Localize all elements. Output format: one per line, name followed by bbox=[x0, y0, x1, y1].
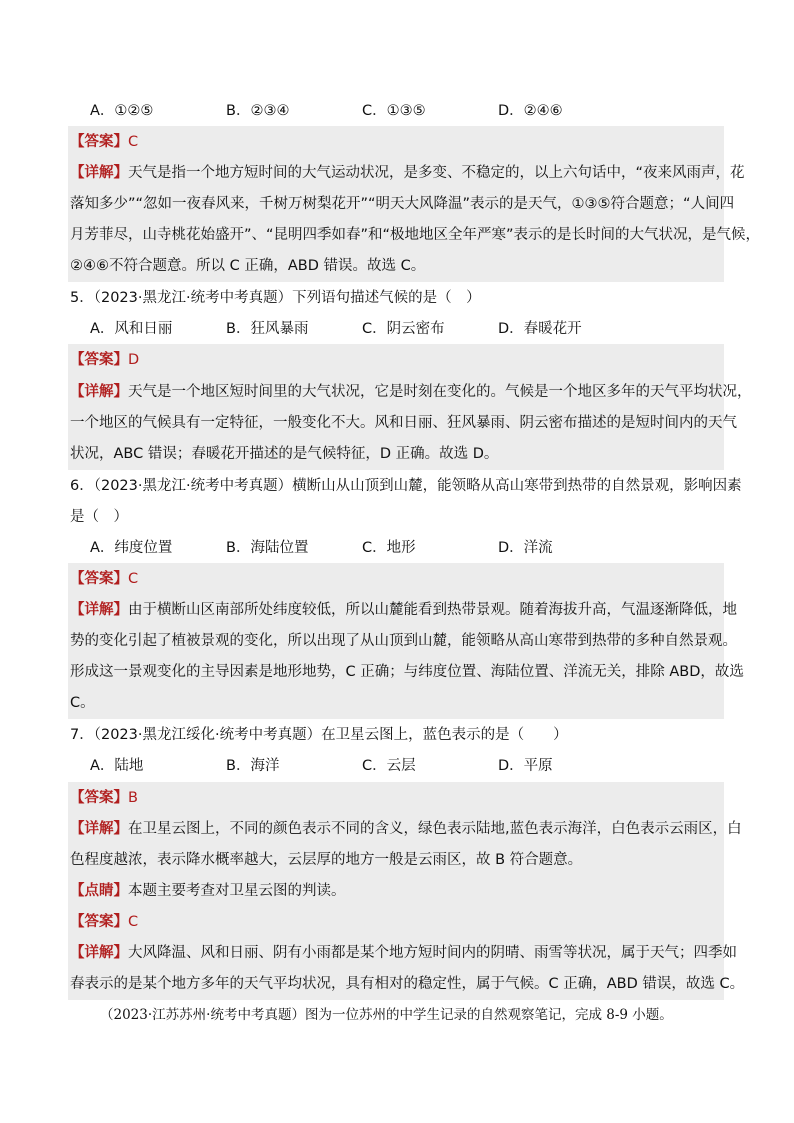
q5-option-a: A．风和日丽 bbox=[90, 321, 173, 337]
q5-option-c: C．阴云密布 bbox=[362, 321, 445, 337]
q5-options bbox=[90, 319, 582, 339]
q7-option-c: C．云层 bbox=[362, 758, 416, 774]
q6-options bbox=[90, 538, 553, 558]
q6-option-a: A．纬度位置 bbox=[90, 540, 173, 556]
q7-option-d: D．平原 bbox=[498, 758, 553, 774]
q6-option-d: D．洋流 bbox=[498, 540, 553, 556]
q4-detail-line-4: ②④⑥不符合题意。所以 C 正确，ABD 错误。故选 C。 bbox=[70, 258, 426, 274]
q6-stem-line-2: 是（ ） bbox=[70, 509, 128, 525]
q7-options bbox=[90, 756, 553, 776]
q7-option-a: A．陆地 bbox=[90, 758, 144, 774]
q4-option-a: A．①②⑤ bbox=[90, 103, 154, 119]
q6-stem-line-1: 6．（2023·黑龙江·统考中考真题）横断山从山顶到山麓，能领略从高山寒带到热带的自然景观，影响因素 bbox=[70, 478, 742, 494]
q5-stem: 5．（2023·黑龙江·统考中考真题）下列语句描述气候的是（ ） bbox=[70, 290, 481, 306]
extra-detail-line-2: 春表示的是某个地方多年的天气平均状况，具有相对的稳定性，属于气候。C 正确，ABD 错误，故选 C。 bbox=[70, 976, 745, 992]
q5-answer: 【答案】D bbox=[70, 352, 140, 368]
q6-detail-line-1: 【详解】由于横断山区南部所处纬度较低，所以山麓能看到热带景观。随着海拔升高，气温逐渐降低，地 bbox=[70, 602, 737, 618]
q6-detail-line-2: 势的变化引起了植被景观的变化，所以出现了从山顶到山麓，能领略从高山寒带到热带的多种自然景观。 bbox=[70, 633, 737, 649]
q7-answer: 【答案】B bbox=[70, 790, 138, 806]
extra-answer: 【答案】C bbox=[70, 914, 139, 930]
q6-option-b: B．海陆位置 bbox=[226, 540, 309, 556]
q4-option-c: C．①③⑤ bbox=[362, 103, 426, 119]
q7-stem: 7．（2023·黑龙江绥化·统考中考真题）在卫星云图上，蓝色表示的是（ ） bbox=[70, 727, 568, 743]
q7-detail-line-1: 【详解】在卫星云图上，不同的颜色表示不同的含义，绿色表示陆地,蓝色表示海洋，白色表示云雨区，白 bbox=[70, 821, 742, 837]
extra-detail-line-1: 【详解】大风降温、风和日丽、阴有小雨都是某个地方短时间内的阴晴、雨雪等状况，属于天气；四季如 bbox=[70, 945, 737, 961]
q7-detail-line-2: 色程度越浓，表示降水概率越大，云层厚的地方一般是云雨区，故 B 符合题意。 bbox=[70, 852, 583, 868]
q5-detail-line-1: 【详解】天气是一个地区短时间里的大气状况，它是时刻在变化的。气候是一个地区多年的天气平均状况， bbox=[70, 384, 752, 400]
q6-option-c: C．地形 bbox=[362, 540, 416, 556]
q4-answer: 【答案】C bbox=[70, 134, 139, 150]
q4-options bbox=[90, 101, 563, 121]
q4-detail-line-2: 落知多少”“忽如一夜春风来，千树万树梨花开”“明天大风降温”表示的是天气，①③⑤符合题意；“人间四 bbox=[70, 196, 735, 212]
q4-detail-line-3: 月芳菲尽，山寺桃花始盛开”、“昆明四季如春”和“极地地区全年严寒”表示的是长时间的大气状况，是气候， bbox=[70, 227, 761, 243]
next-section-intro: （2023·江苏苏州·统考中考真题）图为一位苏州的中学生记录的自然观察笔记，完成 8-9 小题。 bbox=[100, 1007, 673, 1023]
q5-detail-line-2: 一个地区的气候具有一定特征，一般变化不大。风和日丽、狂风暴雨、阴云密布描述的是短时间内的天气 bbox=[70, 415, 737, 431]
q4-detail-line-1: 【详解】天气是指一个地方短时间的大气运动状况，是多变、不稳定的，以上六句话中，“夜来风雨声，花 bbox=[70, 165, 745, 181]
q5-option-d: D．春暖花开 bbox=[498, 321, 582, 337]
q6-detail-line-4: C。 bbox=[70, 695, 95, 711]
q6-answer: 【答案】C bbox=[70, 571, 139, 587]
q5-option-b: B．狂风暴雨 bbox=[226, 321, 309, 337]
q7-tip: 【点睛】本题主要考查对卫星云图的判读。 bbox=[70, 883, 346, 899]
q7-option-b: B．海洋 bbox=[226, 758, 280, 774]
q5-detail-line-3: 状况，ABC 错误；春暖花开描述的是气候特征，D 正确。故选 D。 bbox=[70, 446, 499, 462]
q4-option-b: B．②③④ bbox=[226, 103, 290, 119]
q6-detail-line-3: 形成这一景观变化的主导因素是地形地势，C 正确；与纬度位置、海陆位置、洋流无关，排除 ABD，故选 bbox=[70, 664, 744, 680]
q4-option-d: D．②④⑥ bbox=[498, 103, 563, 119]
